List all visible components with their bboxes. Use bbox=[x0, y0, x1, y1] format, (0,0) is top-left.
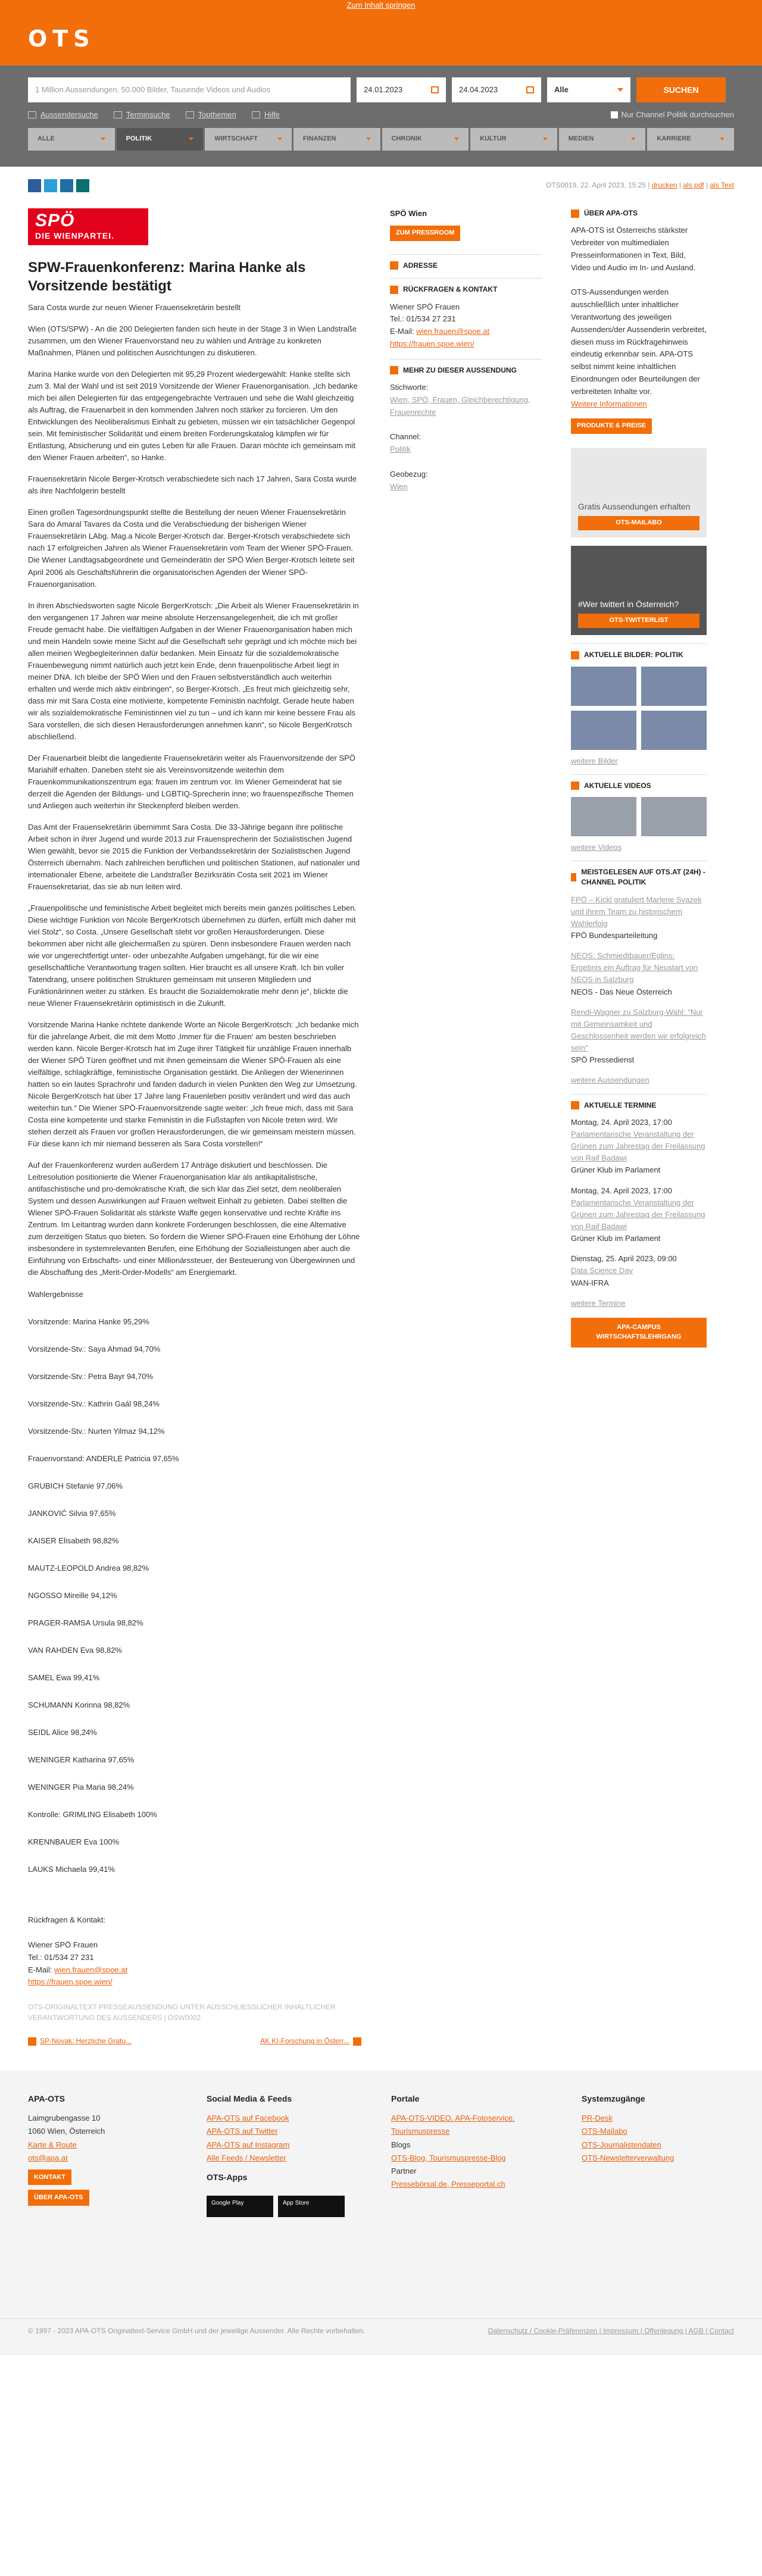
nav-tab-wirtschaft[interactable] bbox=[205, 128, 292, 151]
most-read-head-label: MEISTGELESEN AUF OTS.AT (24H) - CHANNEL POLITIK bbox=[581, 867, 705, 887]
about-p2: OTS-Aussendungen werden ausschließlich unter inhaltlicher Verantwortung des jeweiligen Aussenders/der Aussenderin verbreitet, diesen muss im Rückfragehinweis eindeutig erkennbar sein. APA-OTS selbst nimmt keine inhaltlichen Einordnungen oder Beurteilungen der verbreiteten Inhalte vor. bbox=[571, 287, 707, 396]
minus-icon bbox=[571, 651, 579, 659]
xing-icon[interactable] bbox=[76, 179, 89, 192]
list-item bbox=[571, 894, 707, 942]
minus-icon bbox=[571, 210, 579, 218]
date-link[interactable]: Parlamentarische Veranstaltung der Grünen zum Jahrestag der Freilassung von Raif Badawi bbox=[571, 1130, 705, 1163]
channel-checkbox-label: Nur Channel Politik durchsuchen bbox=[621, 110, 734, 119]
skip-link-bar bbox=[0, 0, 762, 13]
geo-link[interactable]: Wien bbox=[390, 482, 408, 491]
sender-search-link[interactable] bbox=[28, 110, 98, 121]
spo-logo-top: SPÖ bbox=[35, 210, 75, 230]
most-read-list bbox=[571, 894, 707, 1087]
chevron-down-icon bbox=[543, 137, 548, 140]
footer bbox=[0, 2071, 762, 2318]
videos-head[interactable] bbox=[571, 774, 707, 791]
portal-links[interactable]: APA-OTS-VIDEO, APA-Fotoservice, Tourismuspresse bbox=[391, 2114, 515, 2136]
google-play-badge[interactable]: Google Play bbox=[207, 2196, 273, 2217]
channel-checkbox[interactable] bbox=[611, 110, 734, 121]
more-info-link[interactable]: Weitere Informationen bbox=[571, 399, 647, 408]
sender-sidebar bbox=[390, 198, 542, 2047]
date-from-value: 24.01.2023 bbox=[364, 85, 403, 94]
user-icon bbox=[28, 111, 36, 118]
help-icon bbox=[252, 111, 260, 118]
newsletter-admin-link[interactable]: OTS-Newsletterverwaltung bbox=[582, 2153, 674, 2162]
footer-social bbox=[207, 2092, 367, 2318]
sidebar-email-link[interactable]: wien.frauen@spoe.at bbox=[416, 327, 490, 336]
contact-button[interactable]: KONTAKT bbox=[28, 2169, 71, 2186]
nav-label: POLITIK bbox=[126, 135, 152, 142]
more-releases-link[interactable]: weitere Aussendungen bbox=[571, 1076, 649, 1085]
minus-icon bbox=[571, 873, 576, 881]
category-select[interactable] bbox=[547, 77, 630, 102]
chevron-down-icon bbox=[631, 137, 636, 140]
text-link[interactable]: als Text bbox=[710, 181, 734, 190]
result-row: MAUTZ-LEOPOLD Andrea 98,82% bbox=[28, 1564, 149, 1573]
more-toggle[interactable] bbox=[390, 359, 542, 376]
arrow-left-icon bbox=[28, 2037, 36, 2046]
result-row: Vorsitzende-Stv.: Nurten Yilmaz 94,12% bbox=[28, 1427, 165, 1436]
picture-thumb[interactable] bbox=[571, 711, 636, 750]
nav-label: MEDIEN bbox=[568, 135, 594, 142]
election-results bbox=[28, 1288, 361, 1890]
prev-next-nav bbox=[28, 2036, 361, 2046]
minus-icon bbox=[571, 781, 579, 790]
checkbox-box bbox=[611, 111, 618, 118]
search-input[interactable]: 1 Million Aussendungen, 50.000 Bilder, Tausende Videos und Audios bbox=[28, 77, 351, 102]
paragraph: Wien (OTS/SPW) - An die 200 Delegierten fanden sich heute in der Stage 3 in Wien Landstraße zusammen, um den Wiener Frauenvorstand neu zu wählen und Anträge zu konkreten Maßnahmen, Plänen und politischen Ausrichtungen zu diskutieren. bbox=[28, 324, 357, 358]
minus-icon bbox=[390, 366, 398, 374]
partner-links[interactable]: Pressebörsal.de, Presseportal.ch bbox=[391, 2179, 505, 2189]
nav-tab-finanzen[interactable] bbox=[293, 128, 380, 151]
paragraph: Auf der Frauenkonferenz wurden außerdem 17 Anträge diskutiert und beschlossen. Die Leitresolution positionierte die Wiener Frauenorganisation klar als antikapitalistische, antifaschistische und pro-demokratische Kraft, die sich klar das Ziel setzt, dem neoliberalen System und dessen Auswirkungen auf Frauen weltweit Einhalt zu gebieten. Dabei stellten die Wiener SPÖ-Frauen Solidarität als stärkste Waffe gegen konservative und rechte Kräfte ins Zentrum. Im Leitantrag wurden dann konkrete Forderungen beschlossen, die eine Alternative zum derzeitigen Status quo bieten. So fordern die Wiener SPÖ-Frauen eine Erhöhung der Löhne insbesondere in systemrelevanten Berufen, eine Erhöhung der Sozialleistungen aber auch die Einführung von Erbschafts- und einer Millionärssteuer, der Besteuerung von Übergewinnen und die Abschaffung des „Merit-Order-Modells“ am Energiemarkt. bbox=[28, 1161, 360, 1277]
result-row: WENINGER Pia Maria 98,24% bbox=[28, 1783, 134, 1792]
campus-text: APA-CAMPUS WIRTSCHAFTSLEHRGANG bbox=[596, 1323, 682, 1340]
result-row: Vorsitzende-Stv.: Saya Ahmad 94,70% bbox=[28, 1345, 161, 1354]
footer-email-link[interactable]: ots@apa.at bbox=[28, 2153, 68, 2162]
video-thumb[interactable] bbox=[571, 797, 636, 836]
sidebar-contact bbox=[390, 301, 542, 351]
pressroom-button[interactable]: ZUM PRESSROOM bbox=[390, 226, 460, 241]
originaltext-note: OTS-ORIGINALTEXT PRESSEAUSSENDUNG UNTER AUSSCHLIESSLICHER INHALTLICHER VERANTWORTUNG DES AUSSENDERS | OSW0002 bbox=[28, 2003, 336, 2022]
video-grid bbox=[571, 797, 707, 836]
ots-logo[interactable]: OTS bbox=[28, 26, 95, 52]
sender-search-label: Aussendersuche bbox=[40, 110, 98, 119]
keywords-label: Stichworte: bbox=[390, 383, 429, 392]
nav-label: ALLE bbox=[38, 135, 55, 142]
tag-icon bbox=[186, 111, 194, 118]
footer-portals bbox=[391, 2092, 558, 2318]
twitterlist-button: OTS-TWITTERLIST bbox=[578, 614, 699, 628]
about-head-label: ÜBER APA-OTS bbox=[584, 209, 638, 217]
chevron-down-icon bbox=[720, 137, 724, 140]
spo-logo-bottom: DIE WIENPARTEI. bbox=[35, 230, 114, 240]
date-search-label: Terminsuche bbox=[126, 110, 170, 119]
keywords-links[interactable]: Wien, SPÖ, Frauen, Gleichberechtigung, Frauenrechte bbox=[390, 395, 530, 417]
date-time: Montag, 24. April 2023, 17:00 bbox=[571, 1186, 672, 1195]
category-nav bbox=[28, 128, 734, 151]
minus-icon bbox=[571, 1101, 579, 1109]
date-from-field[interactable] bbox=[357, 77, 446, 102]
nav-label: KULTUR bbox=[480, 135, 507, 142]
most-read-head[interactable] bbox=[571, 861, 707, 888]
most-read-sender: FPÖ Bundesparteileitung bbox=[571, 930, 658, 940]
partner-label: Partner bbox=[391, 2166, 417, 2175]
more-dates-link[interactable]: weitere Termine bbox=[571, 1298, 626, 1308]
chevron-down-icon bbox=[366, 137, 371, 140]
contact-web-link[interactable]: https://frauen.spoe.wien/ bbox=[28, 1977, 113, 1987]
list-item bbox=[571, 1185, 707, 1245]
sidebar-web-link[interactable]: https://frauen.spoe.wien/ bbox=[390, 339, 474, 348]
date-search-link[interactable] bbox=[114, 110, 170, 121]
result-row: Frauenvorstand: ANDERLE Patricia 97,65% bbox=[28, 1454, 179, 1464]
picture-thumb[interactable] bbox=[571, 667, 636, 706]
channel-link[interactable]: Politik bbox=[390, 445, 411, 454]
more-toggle-label: MEHR ZU DIESER AUSSENDUNG bbox=[403, 365, 517, 374]
result-row: Vorsitzende-Stv.: Petra Bayr 94,70% bbox=[28, 1372, 154, 1381]
paragraph: In ihren Abschiedsworten sagte Nicole BergerKrotsch: „Die Arbeit als Wiener Frauensekretärin in den vergangenen 17 Jahren war meine absolute Herzensangelegenheit, die ich mit großer Freude gemacht habe. Die vielfältigen Aufgaben in der Wiener Frauenorganisation haben mich und mein Handeln sowie meine Sicht auf die Gesellschaft sehr geprägt und ich möchte mich bei allen meinen Wegbegleiterinnen dafür bedanken. Mein Einsatz für die sozialdemokratische Frauenbewegung nimmt natürlich auch jetzt kein Ende, denn frauenpolitische Arbeit liegt in meiner DNA. Ich bleibe der SPÖ Wien und den Frauen selbstverständlich auch weiterhin erhalten und werde mich aktiv einbringen“, so Berger-Krotsch. „Es freut mich gleichzeitig sehr, dass mir mit Sara Costa eine motivierte, kompetente Feministin nachfolgt. Gerade heute haben wir als sozialdemokratische Feministinnen viel zu tun – und ich kann mir keine bessere Frau als Sara vorstellen, die sich diesen Herausforderungen annehmen kann“, so Nicole BergerKrotsch abschließend. bbox=[28, 601, 359, 741]
date-link[interactable]: Parlamentarische Veranstaltung der Grünen zum Jahrestag der Freilassung von Raif Badawi bbox=[571, 1198, 705, 1231]
most-read-sender: SPÖ Pressedienst bbox=[571, 1055, 635, 1065]
apps-head: OTS-Apps bbox=[207, 2172, 248, 2182]
paragraph: Frauensekretärin Nicole Berger-Krotsch verabschiedete sich nach 17 Jahren, Sara Costa wurde als ihre Nachfolgerin bestellt bbox=[28, 474, 357, 496]
most-read-sender: NEOS - Das Neue Österreich bbox=[571, 987, 672, 996]
calendar-icon bbox=[114, 111, 122, 118]
nav-tab-karriere[interactable] bbox=[647, 128, 734, 151]
paragraph: Vorsitzende Marina Hanke richtete dankende Worte an Nicole BergerKrotsch: „Ich bedanke mich für die jahrelange Arbeit, die mit dem Motto ‚Immer für die Frauen‘ am besten beschrieben werden kann. Nicole Berger-Krotsch hat im Zuge ihrer Tätigkeit für unzählige Frauen innerhalb der Wiener SPÖ Türen geöffnet und mit ihnen gemeinsam die Wiener SPÖ-Frauen als eine vielfältige, schlagkräftige, feministische Organisation gestärkt. Die Anliegen der Wienerinnen hatten so ein lautes Sprachrohr und fanden dadurch in vielen Punkten den Weg zur Umsetzung. Nicole BergerKrotsch hat über 17 Jahre lang Frauenleben positiv verändert und wird das auch weiterhin tun.“ Die Wiener SPÖ-Frauenvorsitzende sagte weiter: „Ich freue mich, dass mit Sara Costa eine kompetente und starke Feministin in die Fußstapfen von Nicole treten wird. Wir stehen derzeit als Frauen vor großen Herausforderungen, die wir gemeinsam meistern müssen. Für diese kann ich mir niemand besseren als Sara Costa vorstellen!“ bbox=[28, 1020, 359, 1149]
sidebar-email-label: E-Mail: bbox=[390, 327, 417, 336]
dates-head[interactable] bbox=[571, 1094, 707, 1111]
most-read-link[interactable]: FPÖ – Kickl gratuliert Marlene Svazek und ihrem Team zu historischem Wahlerfolg bbox=[571, 895, 702, 928]
list-item bbox=[571, 1006, 707, 1067]
apa-sidebar bbox=[571, 198, 707, 2047]
nav-label: FINANZEN bbox=[302, 135, 336, 142]
pdf-link[interactable]: als pdf bbox=[683, 181, 704, 190]
spo-logo bbox=[28, 208, 148, 245]
blog-links[interactable]: OTS-Blog, Tourismuspresse-Blog bbox=[391, 2153, 506, 2162]
most-read-link[interactable]: Rendi-Wagner zu Salzburg-Wahl: "Nur mit Gemeinsamkeit und Geschlossenheit werden wir erfolgreich sein" bbox=[571, 1007, 706, 1053]
sidebar-contact-tel: Tel.: 01/534 27 231 bbox=[390, 314, 456, 324]
category-select-value: Alle bbox=[554, 85, 569, 94]
linkedin-icon[interactable] bbox=[60, 179, 73, 192]
pr-desk-link[interactable]: PR-Desk bbox=[582, 2114, 613, 2123]
legal-links[interactable]: Datenschutz / Cookie-Präferenzen | Impressum | Offenlegung | AGB | Contact bbox=[488, 2326, 734, 2335]
footer-apa bbox=[28, 2092, 183, 2318]
twitter-icon[interactable] bbox=[44, 179, 57, 192]
contact-tel: Tel.: 01/534 27 231 bbox=[28, 1952, 94, 1962]
nav-tab-medien[interactable] bbox=[559, 128, 646, 151]
about-text bbox=[571, 224, 707, 410]
arrow-right-icon bbox=[353, 2037, 361, 2046]
videos-head-label: AKTUELLE VIDEOS bbox=[584, 781, 651, 790]
products-button[interactable]: PRODUKTE & PREISE bbox=[571, 418, 652, 434]
contact-email-link[interactable]: wien.frauen@spoe.at bbox=[54, 1965, 128, 1974]
nav-tab-alle[interactable] bbox=[28, 128, 115, 151]
list-item bbox=[571, 1117, 707, 1177]
article-title: SPW-Frauenkonferenz: Marina Hanke als Vorsitzende bestätigt bbox=[28, 260, 306, 295]
print-link[interactable]: drucken bbox=[651, 181, 677, 190]
topics-label: Topthemen bbox=[198, 110, 236, 119]
search-button[interactable]: SUCHEN bbox=[636, 77, 726, 102]
nav-label: CHRONIK bbox=[391, 135, 422, 142]
result-row: KAISER Elisabeth 98,82% bbox=[28, 1536, 119, 1546]
date-link[interactable]: Data Science Day bbox=[571, 1266, 633, 1276]
plus-icon bbox=[390, 261, 398, 270]
instagram-link[interactable]: APA-OTS auf Instagram bbox=[207, 2140, 290, 2149]
result-row: WENINGER Katharina 97,65% bbox=[28, 1755, 135, 1765]
channel-label: Channel: bbox=[390, 432, 421, 442]
map-route-link[interactable]: Karte & Route bbox=[28, 2140, 77, 2149]
sidebar-contact-name: Wiener SPÖ Frauen bbox=[390, 302, 460, 311]
chevron-down-icon bbox=[277, 137, 282, 140]
share-bar: OTS0019, 22. April 2023, 15:25 | drucken | als pdf | als Text bbox=[0, 174, 762, 198]
contact-toggle-label: RÜCKFRAGEN & KONTAKT bbox=[403, 285, 498, 294]
address-toggle[interactable] bbox=[390, 254, 542, 271]
mailabo-button: OTS-MAILABO bbox=[578, 516, 699, 530]
paragraph: Marina Hanke wurde von den Delegierten mit 95,29 Prozent wiedergewählt: Hanke stellte sich zum 3. Mal der Wahl und ist seit 2019 Vorsitzende der Wiener Frauenorganisation. „Ich bedanke mich bei allen Delegierten für das entgegengebrachte Vertrauen und sehe die Wahl gleichzeitig als Auftrag, die Frauenarbeit in den kommenden Jahren noch stärker zu forcieren. Um den Entwicklungen des Neoliberalismus Einhalt zu gebieten, müssen wir ein tatsächlicher Gegenpol sein. Mit feministischer Solidarität und einem breiten Forderungskatalog kämpfen wir für Entlastung, Absicherung und ein gutes Leben für alle Frauen. Daran möchte ich gemeinsam mit den Wiener Frauen arbeiten“, so Hanke. bbox=[28, 370, 358, 462]
about-apa-button[interactable]: ÜBER APA-OTS bbox=[28, 2190, 89, 2206]
nav-tab-chronik[interactable] bbox=[382, 128, 469, 151]
footer-access-head: Systemzugänge bbox=[582, 2093, 645, 2103]
result-row: PRAGER-RAMSA Ursula 98,82% bbox=[28, 1618, 143, 1628]
minus-icon bbox=[390, 286, 398, 294]
chevron-down-icon bbox=[189, 137, 193, 140]
facebook-link[interactable]: APA-OTS auf Facebook bbox=[207, 2114, 289, 2123]
mailabo-text: Gratis Aussendungen erhalten bbox=[578, 502, 691, 512]
result-row: Vorsitzende-Stv.: Kathrin Gaál 98,24% bbox=[28, 1399, 160, 1409]
date-time: Montag, 24. April 2023, 17:00 bbox=[571, 1117, 672, 1127]
topics-link[interactable] bbox=[186, 110, 236, 121]
prev-release-link[interactable]: SP-Novak: Herzliche Gratu... bbox=[40, 2037, 132, 2046]
nav-label: KARRIERE bbox=[657, 135, 691, 142]
footer-social-head: Social Media & Feeds bbox=[207, 2093, 292, 2103]
ots-mailabo-link[interactable]: OTS-Mailabo bbox=[582, 2127, 627, 2136]
result-row: SCHUMANN Korinna 98,82% bbox=[28, 1700, 130, 1710]
facebook-icon[interactable] bbox=[28, 179, 41, 192]
sender-name: SPÖ Wien bbox=[390, 209, 427, 218]
pictures-head-label: AKTUELLE BILDER: POLITIK bbox=[584, 651, 683, 659]
copyright-text: © 1997 - 2023 APA-OTS Originaltext-Service GmbH und der jeweilige Aussender. Alle Rechte vorbehalten. bbox=[28, 2326, 366, 2335]
video-thumb[interactable] bbox=[641, 797, 707, 836]
next-release-link[interactable]: AK KI-Forschung in Österr... bbox=[260, 2037, 349, 2046]
about-p1: APA-OTS ist Österreichs stärkster Verbreiter von multimedialen Presseinformationen in Text, Bild, Video und Audio im In- und Ausland. bbox=[571, 226, 696, 272]
nav-tab-politik[interactable] bbox=[117, 128, 204, 151]
footer-access bbox=[582, 2092, 713, 2318]
paragraph: „Frauenpolitische und feministische Arbeit begleitet mich bereits mein ganzes politisches Leben. Diese wichtige Funktion von Nicole BergerKrotsch übernehmen zu dürfen, erfüllt mich daher mit viel Stolz“, so Costa. „Unsere Gesellschaft steht vor großen Herausforderungen. Diese bekommen aber nicht alle gleichermaßen zu spüren. Denn insbesondere Frauen werden nach wie vor ungerechtfertigt unter- oder unbezahlte Aufgaben umgehängt, für die wir eine gesellschaftliche Verantwortung tragen sollten. Hier braucht es all unsere Kraft. Ich bin voller Tatendrang, unsere politischen Strukturen gemeinsam mit unseren Mitgliedern und Funktionärinnen weiter zu stärken. Es braucht die Sozialdemokratie mehr denn je“, blickte die neue Wiener Frauensekretärin optimistisch in die Zukunft. bbox=[28, 903, 357, 1008]
pictures-head[interactable] bbox=[571, 643, 707, 660]
date-host: Grüner Klub im Parlament bbox=[571, 1234, 661, 1243]
paragraph: Das Amt der Frauensekretärin übernimmt Sara Costa. Die 33-Jährige begann ihre politische Arbeit schon in ihrer Jugend und wurde 2013 zur Frauensprecherin der Sozialistischen Jugend Wien gewählt, bevor sie 2015 die Funktion der Verbandssekretärin der Sozialistischen Jugend Österreich übernahm. Nach zahlreichen beruflichen und politischen Stationen, auf nationaler und internationaler Ebene, arbeitete die Landstraßer Bezirksrätin Costa seit 2021 im Wiener Frauensekretariat, das sie ab nun leiten wird. bbox=[28, 822, 360, 891]
footer-portals-head: Portale bbox=[391, 2093, 420, 2103]
article bbox=[28, 198, 361, 2047]
copyright-bar bbox=[0, 2318, 762, 2355]
result-row: LAUKS Michaela 99,41% bbox=[28, 1865, 115, 1874]
more-videos-link[interactable]: weitere Videos bbox=[571, 842, 622, 852]
dates-head-label: AKTUELLE TERMINE bbox=[584, 1101, 657, 1109]
most-read-link[interactable]: NEOS: Schmiedtbauer/Eglins: Ergebnis ein Auftrag für Neustart von NEOS in Salzburg bbox=[571, 951, 698, 984]
skip-to-content-link[interactable]: Zum Inhalt springen bbox=[346, 1, 416, 10]
app-store-badge[interactable]: App Store bbox=[278, 2196, 345, 2217]
contact-block bbox=[28, 1914, 361, 1989]
twitter-link[interactable]: APA-OTS auf Twitter bbox=[207, 2127, 278, 2136]
picture-thumb[interactable] bbox=[641, 711, 707, 750]
contact-email-label: E-Mail: bbox=[28, 1965, 55, 1974]
address-label: ADRESSE bbox=[403, 261, 438, 270]
picture-thumb[interactable] bbox=[641, 667, 707, 706]
about-head[interactable] bbox=[571, 208, 707, 218]
twitterlist-text: #Wer twittert in Österreich? bbox=[578, 599, 679, 609]
chevron-down-icon bbox=[454, 137, 459, 140]
more-pictures-link[interactable]: weitere Bilder bbox=[571, 756, 618, 765]
paragraph: Der Frauenarbeit bleibt die langediente Frauensekretärin weiter als Frauenvorsitzende der SPÖ Mariahilf erhalten. Daneben steht sie als Vereinsvorsitzende weiterhin dem Frauenkommunikationszentrum ega: frauen im zentrum vor. Im Wiener Gemeinderat hat sie derzeit die Agenden der Bildungs- und LGBTIQ-Sprecherin inne; wo frauenspezifische Themen und Anliegen auch weiterhin ihr Steckenpferd bleiben werden. bbox=[28, 753, 355, 810]
result-row: JANKOVIĆ Silvia 97,65% bbox=[28, 1509, 116, 1518]
article-lead: Sara Costa wurde zur neuen Wiener Frauensekretärin bestellt bbox=[28, 303, 241, 312]
result-row: Vorsitzende: Marina Hanke 95,29% bbox=[28, 1317, 149, 1327]
release-meta bbox=[390, 382, 542, 493]
nav-label: WIRTSCHAFT bbox=[214, 135, 258, 142]
result-row: Wahlergebnisse bbox=[28, 1290, 83, 1299]
result-row: SAMEL Ewa 99,41% bbox=[28, 1673, 100, 1683]
blogs-label: Blogs bbox=[391, 2140, 411, 2149]
result-row: NGOSSO Mireille 94,12% bbox=[28, 1591, 117, 1600]
header bbox=[0, 13, 762, 65]
calendar-icon bbox=[431, 86, 439, 93]
date-to-value: 24.04.2023 bbox=[459, 85, 498, 94]
result-row: Kontrolle: GRIMLING Elisabeth 100% bbox=[28, 1810, 157, 1820]
result-row: VAN RAHDEN Eva 98,82% bbox=[28, 1646, 122, 1655]
release-id: OTS0019, 22. April 2023, 15:25 bbox=[545, 181, 647, 190]
feeds-link[interactable]: Alle Feeds / Newsletter bbox=[207, 2153, 286, 2162]
contact-name: Wiener SPÖ Frauen bbox=[28, 1940, 98, 1949]
footer-address-1: Laimgrubengasse 10 bbox=[28, 2114, 101, 2123]
contact-toggle[interactable] bbox=[390, 278, 542, 295]
date-time: Dienstag, 25. April 2023, 09:00 bbox=[571, 1254, 677, 1264]
contact-head: Rückfragen & Kontakt: bbox=[28, 1915, 106, 1925]
help-link[interactable] bbox=[252, 110, 280, 121]
geo-label: Geobezug: bbox=[390, 469, 428, 479]
result-row: KRENNBAUER Eva 100% bbox=[28, 1837, 120, 1847]
result-row: GRUBICH Stefanie 97,06% bbox=[28, 1481, 123, 1491]
list-item bbox=[571, 1253, 707, 1289]
journalist-data-link[interactable]: OTS-Journalistendaten bbox=[582, 2140, 661, 2149]
result-row: SEIDL Alice 98,24% bbox=[28, 1728, 97, 1737]
chevron-down-icon bbox=[617, 88, 623, 92]
chevron-down-icon bbox=[101, 137, 105, 140]
nav-tab-kultur[interactable] bbox=[470, 128, 557, 151]
campus-banner[interactable] bbox=[571, 1318, 707, 1348]
picture-grid bbox=[571, 667, 707, 750]
date-host: WAN-IFRA bbox=[571, 1278, 609, 1287]
mailabo-banner[interactable] bbox=[571, 448, 707, 537]
list-item bbox=[571, 950, 707, 998]
date-to-field[interactable] bbox=[452, 77, 541, 102]
help-label: Hilfe bbox=[264, 110, 280, 119]
footer-address-2: 1060 Wien, Österreich bbox=[28, 2127, 105, 2136]
footer-apa-head: APA-OTS bbox=[28, 2093, 65, 2103]
date-host: Grüner Klub im Parlament bbox=[571, 1165, 661, 1175]
twitterlist-banner[interactable] bbox=[571, 546, 707, 635]
calendar-icon bbox=[526, 86, 534, 93]
search-panel bbox=[0, 65, 762, 167]
dates-list bbox=[571, 1117, 707, 1309]
paragraph: Einen großen Tagesordnungspunkt stellte die Bestellung der neuen Wiener Frauensekretärin Sara do Amaral Tavares da Costa und die Verabschiedung der bisherigen Wiener Frauensekretärin LAbg. Mag.a Nicole Berger-Krotsch dar. Berger-Krotsch verabschiedete sich nach 17 erfolgreichen Jahren als Wiener Frauensekretärin vom Team der Wiener SPÖ-Frauen. Die Wiener Landtagsabgeordnete und Gemeinderätin der SPÖ Wien Berger-Krotsch leitete seit April 2006 als Geschäftsführerin die organisatorischen Agenden der Wiener SPÖ-Frauenorganisation. bbox=[28, 508, 355, 589]
